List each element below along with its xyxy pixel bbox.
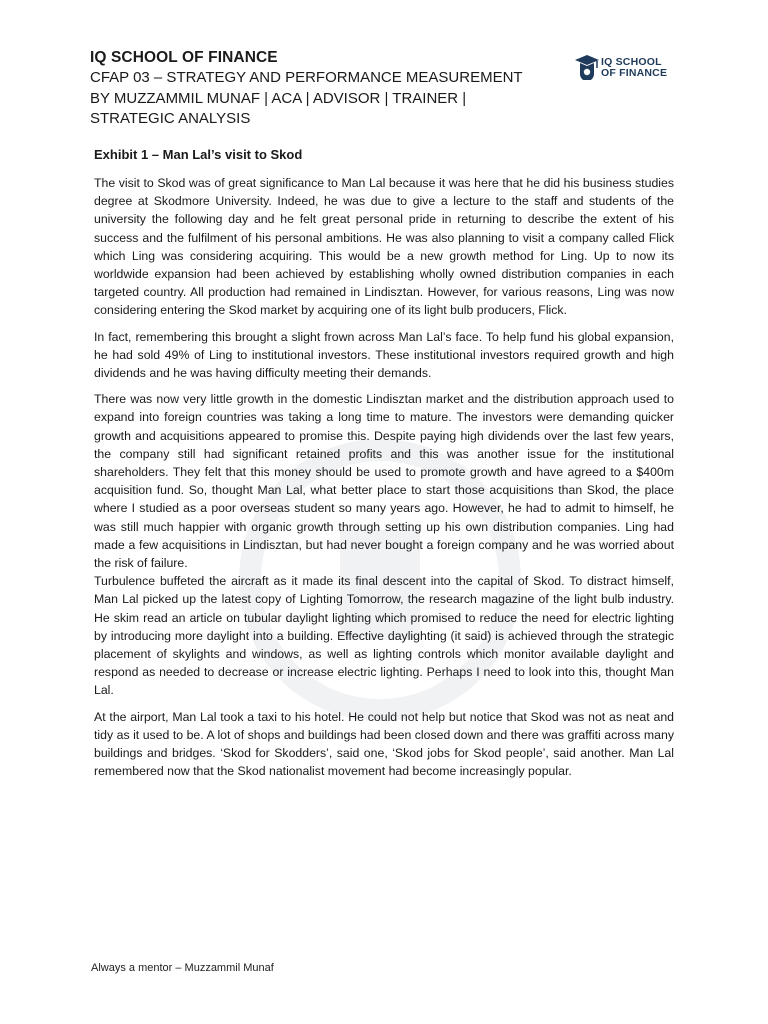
document-header: [90, 48, 570, 130]
paragraph: In fact, remembering this brought a slight frown across Man Lal’s face. To help fund his global expansion, he had sold 49% of Ling to institutional investors. These institutional investors required growth and high dividends and he was having difficulty meeting their demands.: [94, 329, 674, 381]
logo-text: [601, 57, 667, 78]
paragraph: There was now very little growth in the domestic Lindisztan market and the distribution approach used to expand into foreign countries was taking a long time to mature. The investors were demanding quicker growth and acquisitions appeared to promise this. Despite paying high dividends over the last few years, the company still had significant retained profits and this was another issue for the institutional shareholders. They felt that this money should be used to promote growth and have agreed to a $400m acquisition fund. So, thought Man Lal, what better place to start those acquisitions than Skod, the place where I studied as a poor overseas student so many years ago. However, he had to admit to himself, he was still much happier with organic growth through setting up his own distribution companies. Ling had made a few acquisitions in Lindisztan, but had never bought a foreign company and he was worried about the risk of failure.: [94, 392, 674, 571]
logo-line-2: OF FINANCE: [601, 66, 668, 79]
exhibit-content: [94, 146, 674, 789]
paragraph: At the airport, Man Lal took a taxi to his hotel. He could not help but notice that Skod was not as neat and tidy as it used to be. A lot of shops and buildings had been closed down and there was graffiti across many buildings and bridges. ‘Skod for Skodders’, said one, ‘Skod jobs for Skod people’, said another. Man Lal remembered now that the Skod nationalist movement had become increasingly popular.: [94, 709, 674, 779]
paragraph: The visit to Skod was of great significance to Man Lal because it was here that he did his business studies degree at Skodmore University. Indeed, he was due to give a lecture to the staff and students of the university the following day and he felt great personal pride in returning to describe the extent of his success and the fulfilment of his personal ambitions. He was also planning to visit a company called Flick which Ling was considering acquiring. This would be a new growth method for Ling. Up to now its worldwide expansion had been achieved by establishing wholly owned distribution companies in each targeted country. All production had remained in Lindisztan. However, for various reasons, Ling was now considering entering the Skod market by acquiring one of its light bulb producers, Flick.: [94, 176, 674, 318]
header-title: IQ SCHOOL OF FINANCE: [90, 49, 278, 66]
footer-text: Always a mentor – Muzzammil Munaf: [91, 962, 274, 974]
header-topic: STRATEGIC ANALYSIS: [90, 110, 251, 127]
brand-logo: [574, 52, 684, 82]
exhibit-title: Exhibit 1 – Man Lal’s visit to Skod: [94, 147, 303, 162]
graduation-cap-logo-icon: [574, 52, 600, 80]
header-author: BY MUZZAMMIL MUNAF | ACA | ADVISOR | TRAINER |: [90, 89, 467, 107]
header-course: CFAP 03 – STRATEGY AND PERFORMANCE MEASUREMENT: [90, 69, 523, 86]
paragraph: Turbulence buffeted the aircraft as it made its final descent into the capital of Skod. To distract himself, Man Lal picked up the latest copy of Lighting Tomorrow, the research magazine of the light bulb industry. He skim read an article on tubular daylight lighting which promised to reduce the need for electric lighting by introducing more daylight into a building. Effective daylighting (it said) is achieved through the strategic placement of skylights and windows, as well as lighting controls which monitor available daylight and respond as needed to decrease or increase electric lighting. Perhaps I need to look into this, thought Man Lal.: [94, 574, 674, 698]
logo-line-1: IQ SCHOOL: [601, 56, 662, 68]
